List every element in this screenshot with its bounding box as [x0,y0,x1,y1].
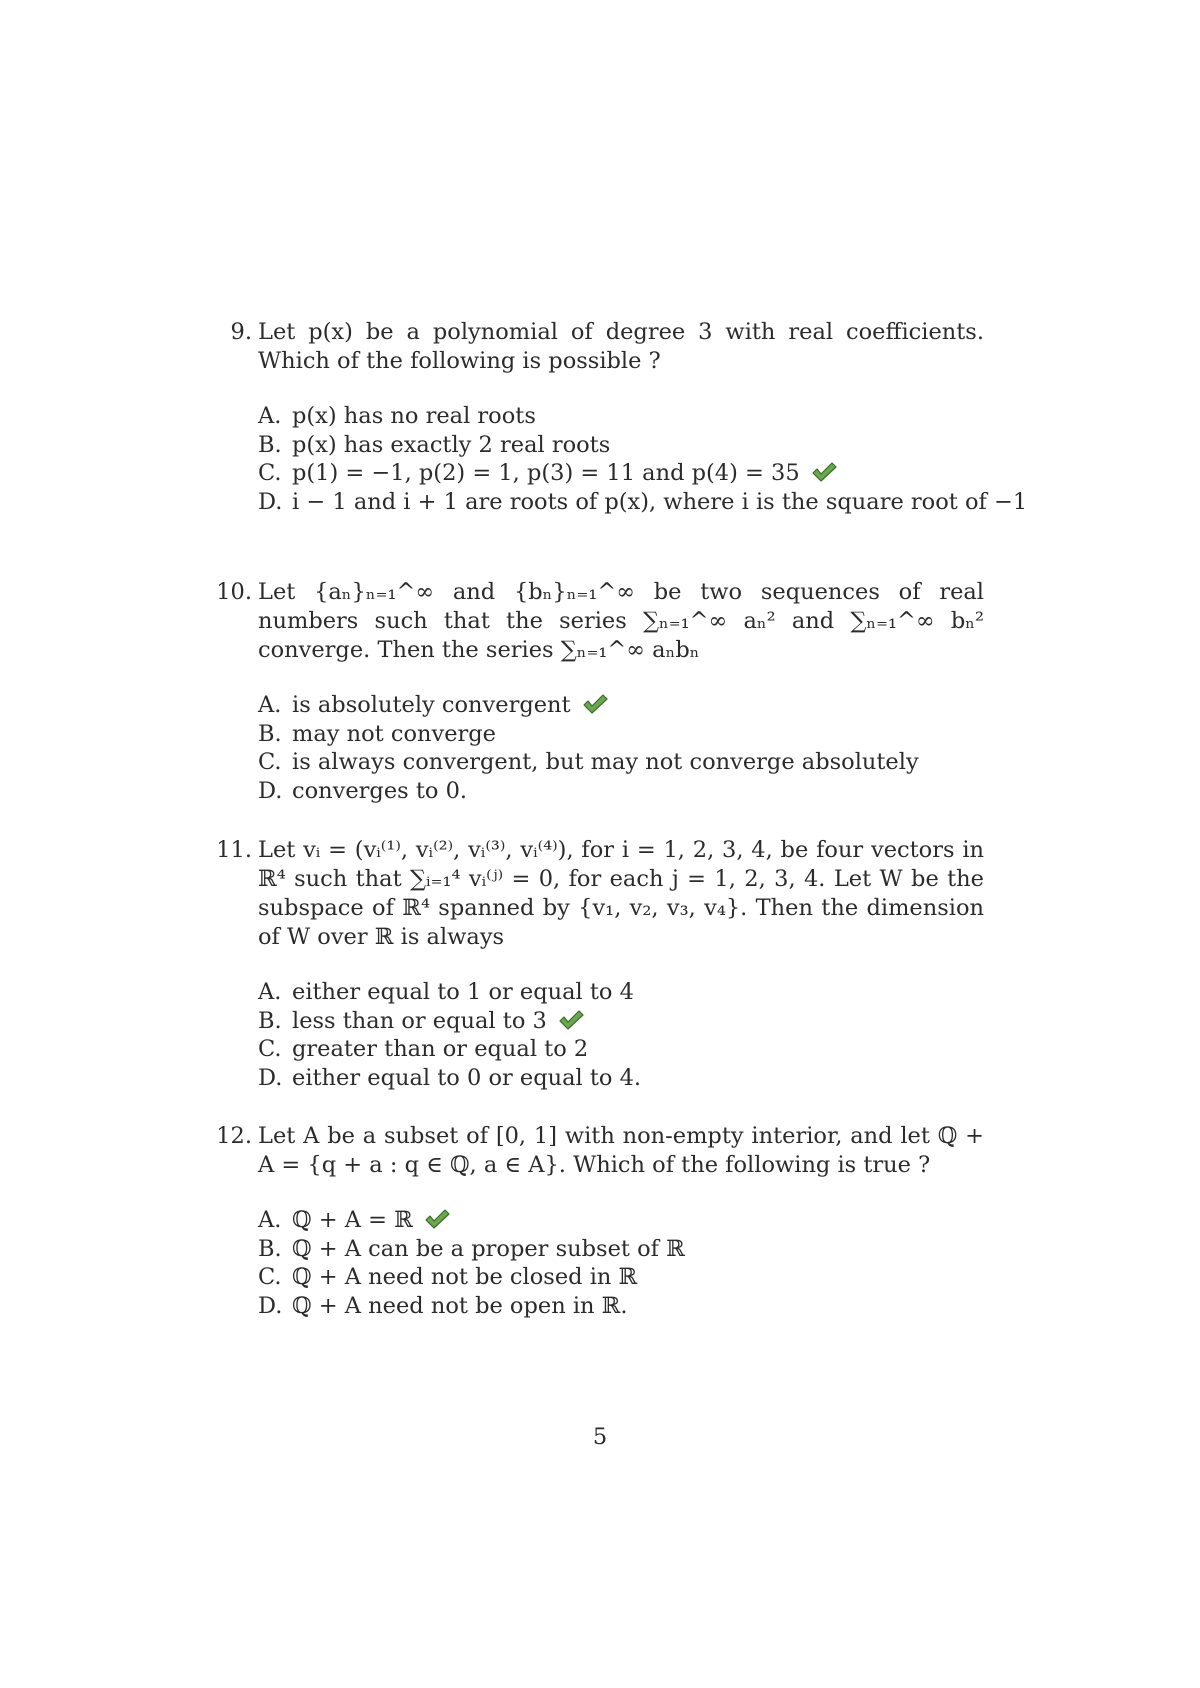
option-letter: B. [258,1007,282,1034]
option-d [258,488,1028,517]
option-letter: D. [258,1064,283,1091]
checkmark-icon [811,461,837,483]
question-11 [214,836,984,1092]
option-text: ℚ + A need not be open in ℝ. [292,1292,628,1319]
option-a [258,1206,984,1235]
option-letter: D. [258,1292,283,1319]
option-b [258,1235,984,1264]
question-10 [214,578,984,805]
option-text: p(x) has exactly 2 real roots [292,431,611,458]
question-12-stem-line [214,1122,984,1180]
checkmark-icon [582,693,608,715]
option-text: p(x) has no real roots [292,403,536,429]
option-text: either equal to 0 or equal to 4. [292,1064,642,1091]
question-9-options [214,402,1028,516]
question-11-stem-line [214,836,984,952]
question-number: 12. [216,1123,252,1149]
question-stem: Let p(x) be a polynomial of degree 3 with real coefficients. Which of the following is possible ? [258,319,984,374]
option-b [258,1007,984,1036]
question-9-stem-line [214,318,984,376]
option-c [258,1035,984,1064]
checkmark-icon [558,1009,584,1031]
option-d [258,777,984,806]
question-10-options [214,691,984,805]
option-letter: D. [258,488,283,515]
option-letter: A. [258,692,282,718]
option-c [258,1263,984,1292]
option-a [258,691,984,720]
question-11-options [214,978,984,1092]
option-letter: A. [258,1207,282,1233]
question-9 [214,318,1028,516]
option-letter: C. [258,1264,282,1291]
question-number: 11. [216,837,252,863]
option-letter: A. [258,979,282,1005]
option-text: p(1) = −1, p(2) = 1, p(3) = 11 and p(4) = 35 [292,460,800,487]
option-letter: C. [258,1036,282,1063]
option-letter: C. [258,460,282,487]
option-letter: B. [258,431,282,458]
option-c [258,748,984,777]
question-12 [214,1122,984,1320]
question-stem: Let {aₙ}ₙ₌₁^∞ and {bₙ}ₙ₌₁^∞ be two sequences of real numbers such that the series ∑ₙ₌₁^∞ aₙ² and ∑ₙ₌₁^∞ bₙ² converge. Then the series ∑ₙ₌₁^∞ aₙbₙ [258,579,984,663]
question-12-options [214,1206,984,1320]
question-number: 9. [230,319,252,345]
option-text: converges to 0. [292,777,468,804]
option-text: is absolutely convergent [292,692,571,718]
option-text: less than or equal to 3 [292,1007,547,1034]
option-text: may not converge [292,720,496,747]
option-text: greater than or equal to 2 [292,1036,589,1063]
option-a [258,978,984,1007]
option-letter: D. [258,777,283,804]
option-letter: A. [258,403,282,429]
question-stem: Let A be a subset of [0, 1] with non-empty interior, and let ℚ + A = {q + a : q ∈ ℚ, a ∈ A}. Which of the following is true ? [258,1123,984,1178]
option-b [258,720,984,749]
option-b [258,431,984,460]
question-number: 10. [216,579,252,605]
option-text: either equal to 1 or equal to 4 [292,979,634,1005]
page-number: 5 [592,1424,608,1450]
option-text: is always convergent, but may not converge absolutely [292,749,919,776]
option-text: ℚ + A need not be closed in ℝ [292,1264,638,1291]
option-c [258,459,984,488]
checkmark-icon [424,1208,450,1230]
option-text: ℚ + A = ℝ [292,1207,413,1233]
option-letter: B. [258,1235,282,1262]
question-stem: Let vᵢ = (vᵢ⁽¹⁾, vᵢ⁽²⁾, vᵢ⁽³⁾, vᵢ⁽⁴⁾), for i = 1, 2, 3, 4, be four vectors in ℝ⁴ such that ∑ᵢ₌₁⁴ vᵢ⁽ʲ⁾ = 0, for each j = 1, 2, 3, 4. Let W be the subspace of ℝ⁴ spanned by {v₁, v₂, v₃, v₄}. Then the dimension of W over ℝ is always [258,837,984,950]
question-10-stem-line [214,578,984,665]
option-text: i − 1 and i + 1 are roots of p(x), where i is the square root of −1 [292,488,1028,515]
option-letter: C. [258,749,282,776]
option-text: ℚ + A can be a proper subset of ℝ [292,1235,685,1262]
option-d [258,1064,984,1093]
option-d [258,1292,984,1321]
option-a [258,402,984,431]
option-letter: B. [258,720,282,747]
